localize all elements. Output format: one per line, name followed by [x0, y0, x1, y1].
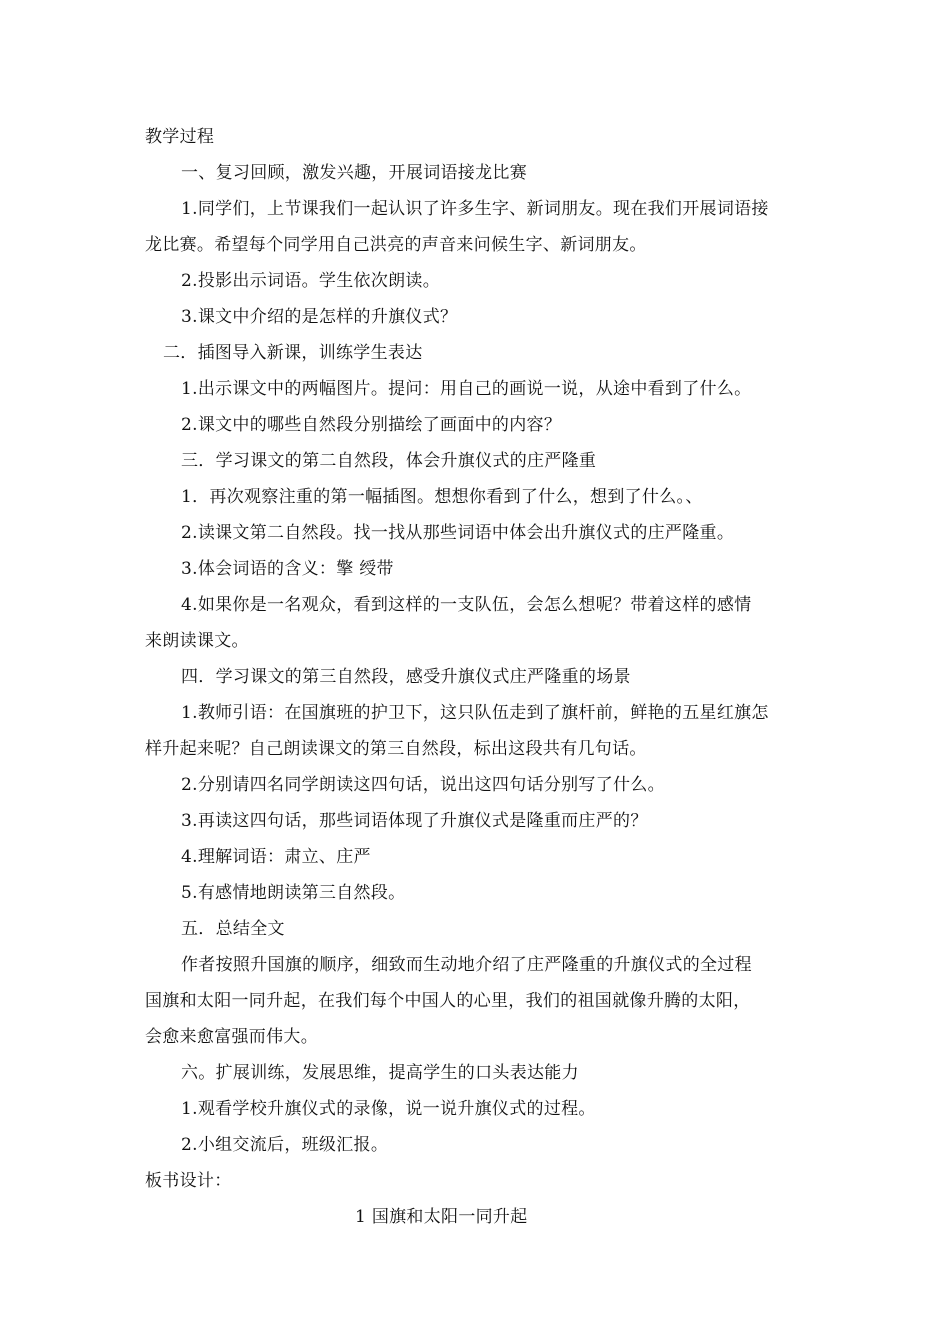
paragraph-line: 2.小组交流后，班级汇报。 — [181, 1135, 389, 1155]
paragraph-line: 2.课文中的哪些自然段分别描绘了画面中的内容？ — [181, 415, 562, 435]
board-design-title: 1 国旗和太阳一同升起 — [355, 1207, 528, 1227]
paragraph-line: 1.同学们，上节课我们一起认识了许多生字、新词朋友。现在我们开展词语接 — [181, 199, 769, 219]
paragraph-line: 会愈来愈富强而伟大。 — [145, 1027, 318, 1047]
section-title-5: 五．总结全文 — [181, 919, 285, 939]
paragraph-line: 5.有感情地朗读第三自然段。 — [181, 883, 406, 903]
paragraph-line: 龙比赛。希望每个同学用自己洪亮的声音来问候生字、新词朋友。 — [145, 235, 647, 255]
paragraph-line: 样升起来呢？自己朗读课文的第三自然段，标出这段共有几句话。 — [145, 739, 647, 759]
paragraph-line: 2.分别请四名同学朗读这四句话，说出这四句话分别写了什么。 — [181, 775, 665, 795]
paragraph-line: 来朗读课文。 — [145, 631, 249, 651]
section-title-3: 三．学习课文的第二自然段，体会升旗仪式的庄严隆重 — [181, 451, 597, 471]
paragraph-line: 3.再读这四句话，那些词语体现了升旗仪式是隆重而庄严的？ — [181, 811, 648, 831]
section-title-6: 六。扩展训练，发展思维，提高学生的口头表达能力 — [181, 1063, 579, 1083]
section-title-2: 二．插图导入新课，训练学生表达 — [163, 343, 423, 363]
paragraph-line: 4.理解词语：肃立、庄严 — [181, 847, 371, 867]
paragraph-line: 4.如果你是一名观众，看到这样的一支队伍，会怎么想呢？带着这样的感情 — [181, 595, 752, 615]
section-heading: 教学过程 — [145, 127, 215, 147]
board-design-label: 板书设计： — [145, 1171, 232, 1191]
paragraph-line: 1.观看学校升旗仪式的录像，说一说升旗仪式的过程。 — [181, 1099, 596, 1119]
paragraph-line: 2.投影出示词语。学生依次朗读。 — [181, 271, 441, 291]
section-title-4: 四．学习课文的第三自然段，感受升旗仪式庄严隆重的场景 — [181, 667, 631, 687]
paragraph-line: 2.读课文第二自然段。找一找从那些词语中体会出升旗仪式的庄严隆重。 — [181, 523, 735, 543]
paragraph-line: 1．再次观察注重的第一幅插图。想想你看到了什么，想到了什么。、 — [181, 487, 703, 507]
paragraph-line: 3.体会词语的含义：擎 绶带 — [181, 559, 394, 579]
paragraph-line: 1.出示课文中的两幅图片。提问：用自己的画说一说，从途中看到了什么。 — [181, 379, 752, 399]
section-title-1: 一、复习回顾，激发兴趣，开展词语接龙比赛 — [181, 163, 527, 183]
paragraph-line: 作者按照升国旗的顺序，细致而生动地介绍了庄严隆重的升旗仪式的全过程 — [181, 955, 752, 975]
paragraph-line: 国旗和太阳一同升起，在我们每个中国人的心里，我们的祖国就像升腾的太阳， — [145, 991, 751, 1011]
paragraph-line: 3.课文中介绍的是怎样的升旗仪式？ — [181, 307, 458, 327]
paragraph-line: 1.教师引语：在国旗班的护卫下，这只队伍走到了旗杆前，鲜艳的五星红旗怎 — [181, 703, 769, 723]
